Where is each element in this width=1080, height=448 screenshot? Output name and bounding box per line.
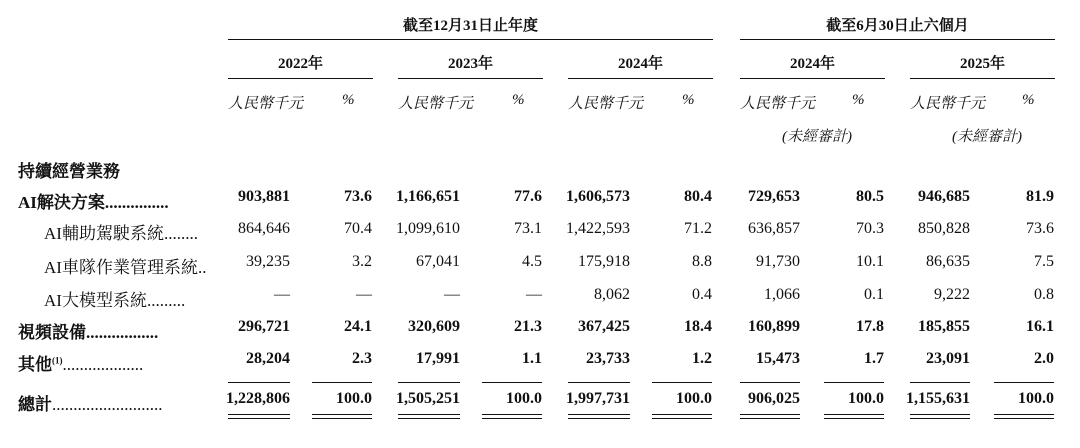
table-cell: 296,721 — [238, 318, 290, 335]
row-label-ai-driving: AI輔助駕駛系統........ — [44, 224, 198, 243]
table-cell: 1.7 — [864, 350, 884, 367]
unit-pct: % — [852, 92, 865, 108]
table-cell: 15,473 — [756, 350, 800, 367]
table-cell: 850,828 — [918, 220, 970, 237]
table-cell: 729,653 — [748, 188, 800, 205]
group-heading-fiscal-year: 截至12月31日止年度 — [402, 18, 538, 34]
table-cell: 7.5 — [1034, 253, 1054, 270]
table-cell: 864,646 — [238, 220, 290, 237]
table-cell: 0.4 — [692, 286, 712, 303]
total-top-rule — [740, 382, 800, 383]
table-cell: 3.2 — [352, 253, 372, 270]
table-cell: 160,899 — [748, 318, 800, 335]
table-cell: 81.9 — [1026, 188, 1054, 205]
table-cell: 100.0 — [848, 390, 884, 407]
table-cell: 1,228,806 — [226, 390, 290, 407]
table-cell: 1,606,573 — [566, 188, 630, 205]
table-cell: 9,222 — [934, 286, 970, 303]
unit-pct: % — [1022, 92, 1035, 108]
year-underline — [228, 78, 373, 79]
unaudited-note: (未經審計) — [952, 129, 1022, 145]
row-label-ai-solutions: AI解決方案............... — [18, 193, 169, 212]
table-cell: 73.6 — [1026, 220, 1054, 237]
total-double-rule — [398, 414, 460, 419]
group-underline-six-months — [740, 39, 1055, 40]
table-cell: 100.0 — [676, 390, 712, 407]
total-top-rule — [652, 382, 712, 383]
year-underline — [740, 78, 885, 79]
total-top-rule — [994, 382, 1054, 383]
table-cell: 1,099,610 — [396, 220, 460, 237]
table-cell: 67,041 — [416, 253, 460, 270]
unit-rmb: 人民幣千元 — [910, 96, 986, 112]
year-heading-2022: 2022年 — [277, 56, 323, 72]
table-cell: 8.8 — [692, 253, 712, 270]
total-top-rule — [482, 382, 542, 383]
table-cell: 100.0 — [1018, 390, 1054, 407]
total-double-rule — [652, 414, 712, 419]
table-cell: 24.1 — [344, 318, 372, 335]
table-cell: 10.1 — [856, 253, 884, 270]
table-cell: 70.3 — [856, 220, 884, 237]
table-cell: 100.0 — [336, 390, 372, 407]
table-cell: 86,635 — [926, 253, 970, 270]
group-heading-six-months: 截至6月30日止六個月 — [826, 18, 969, 34]
table-cell: 906,025 — [748, 390, 800, 407]
total-double-rule — [482, 414, 542, 419]
table-cell: 8,062 — [594, 286, 630, 303]
total-double-rule — [228, 414, 290, 419]
table-cell: 636,857 — [748, 220, 800, 237]
row-label-others: 其他$^{(1)}$................... — [18, 355, 144, 374]
table-cell: 73.6 — [344, 188, 372, 205]
table-cell: 16.1 — [1026, 318, 1054, 335]
total-top-rule — [228, 382, 290, 383]
total-top-rule — [398, 382, 460, 383]
table-cell: 28,204 — [246, 350, 290, 367]
total-double-rule — [740, 414, 800, 419]
table-cell: 18.4 — [684, 318, 712, 335]
table-cell: 2.0 — [1034, 350, 1054, 367]
table-cell: — — [444, 286, 460, 303]
table-cell: 1,166,651 — [396, 188, 460, 205]
table-cell: 23,733 — [586, 350, 630, 367]
total-double-rule — [910, 414, 970, 419]
table-cell: 17,991 — [416, 350, 460, 367]
total-double-rule — [568, 414, 630, 419]
unit-pct: % — [342, 92, 355, 108]
table-cell: 0.8 — [1034, 286, 1054, 303]
table-cell: 1.2 — [692, 350, 712, 367]
total-top-rule — [910, 382, 970, 383]
table-cell: — — [356, 286, 372, 303]
total-double-rule — [824, 414, 884, 419]
table-cell: 17.8 — [856, 318, 884, 335]
table-cell: 2.3 — [352, 350, 372, 367]
year-heading-2023: 2023年 — [447, 56, 493, 72]
table-cell: 1,155,631 — [906, 390, 970, 407]
table-cell: 39,235 — [246, 253, 290, 270]
table-cell: 946,685 — [918, 188, 970, 205]
total-top-rule — [568, 382, 630, 383]
year-heading-2024: 2024年 — [617, 56, 663, 72]
row-label-ai-fleet: AI車隊作業管理系統.. — [44, 258, 207, 277]
unit-rmb: 人民幣千元 — [740, 96, 816, 112]
table-cell: 80.4 — [684, 188, 712, 205]
table-cell: 100.0 — [506, 390, 542, 407]
unit-rmb: 人民幣千元 — [398, 96, 474, 112]
row-label-total: 總計.......................... — [18, 395, 163, 414]
table-cell: 175,918 — [578, 253, 630, 270]
table-cell: 1.1 — [522, 350, 542, 367]
total-top-rule — [824, 382, 884, 383]
group-underline-fiscal-year — [228, 39, 713, 40]
year-underline — [398, 78, 543, 79]
table-cell: 1,066 — [764, 286, 800, 303]
table-cell: 903,881 — [238, 188, 290, 205]
total-double-rule — [994, 414, 1054, 419]
table-cell: 320,609 — [408, 318, 460, 335]
unit-pct: % — [682, 92, 695, 108]
table-cell: 4.5 — [522, 253, 542, 270]
table-cell: 71.2 — [684, 220, 712, 237]
table-cell: 367,425 — [578, 318, 630, 335]
table-cell: — — [274, 286, 290, 303]
table-cell: — — [526, 286, 542, 303]
table-cell: 91,730 — [756, 253, 800, 270]
table-cell: 77.6 — [514, 188, 542, 205]
row-label-video-devices: 視頻設備................. — [18, 323, 159, 342]
year-heading-2024-h1: 2024年 — [789, 56, 835, 72]
table-cell: 80.5 — [856, 188, 884, 205]
year-heading-2025-h1: 2025年 — [959, 56, 1005, 72]
table-cell: 0.1 — [864, 286, 884, 303]
year-underline — [568, 78, 713, 79]
table-cell: 1,505,251 — [396, 390, 460, 407]
unit-rmb: 人民幣千元 — [568, 96, 644, 112]
table-cell: 21.3 — [514, 318, 542, 335]
unit-pct: % — [512, 92, 525, 108]
footnote-marker: (1) — [52, 355, 63, 366]
table-cell: 73.1 — [514, 220, 542, 237]
unit-rmb: 人民幣千元 — [228, 96, 304, 112]
total-double-rule — [312, 414, 372, 419]
section-title: 持續經營業務 — [18, 162, 120, 181]
table-cell: 23,091 — [926, 350, 970, 367]
table-cell: 70.4 — [344, 220, 372, 237]
table-cell: 185,855 — [918, 318, 970, 335]
row-label-ai-large-model: AI大模型系統......... — [44, 291, 186, 310]
table-cell: 1,422,593 — [566, 220, 630, 237]
unaudited-note: (未經審計) — [782, 129, 852, 145]
table-cell: 1,997,731 — [566, 390, 630, 407]
total-top-rule — [312, 382, 372, 383]
year-underline — [910, 78, 1055, 79]
